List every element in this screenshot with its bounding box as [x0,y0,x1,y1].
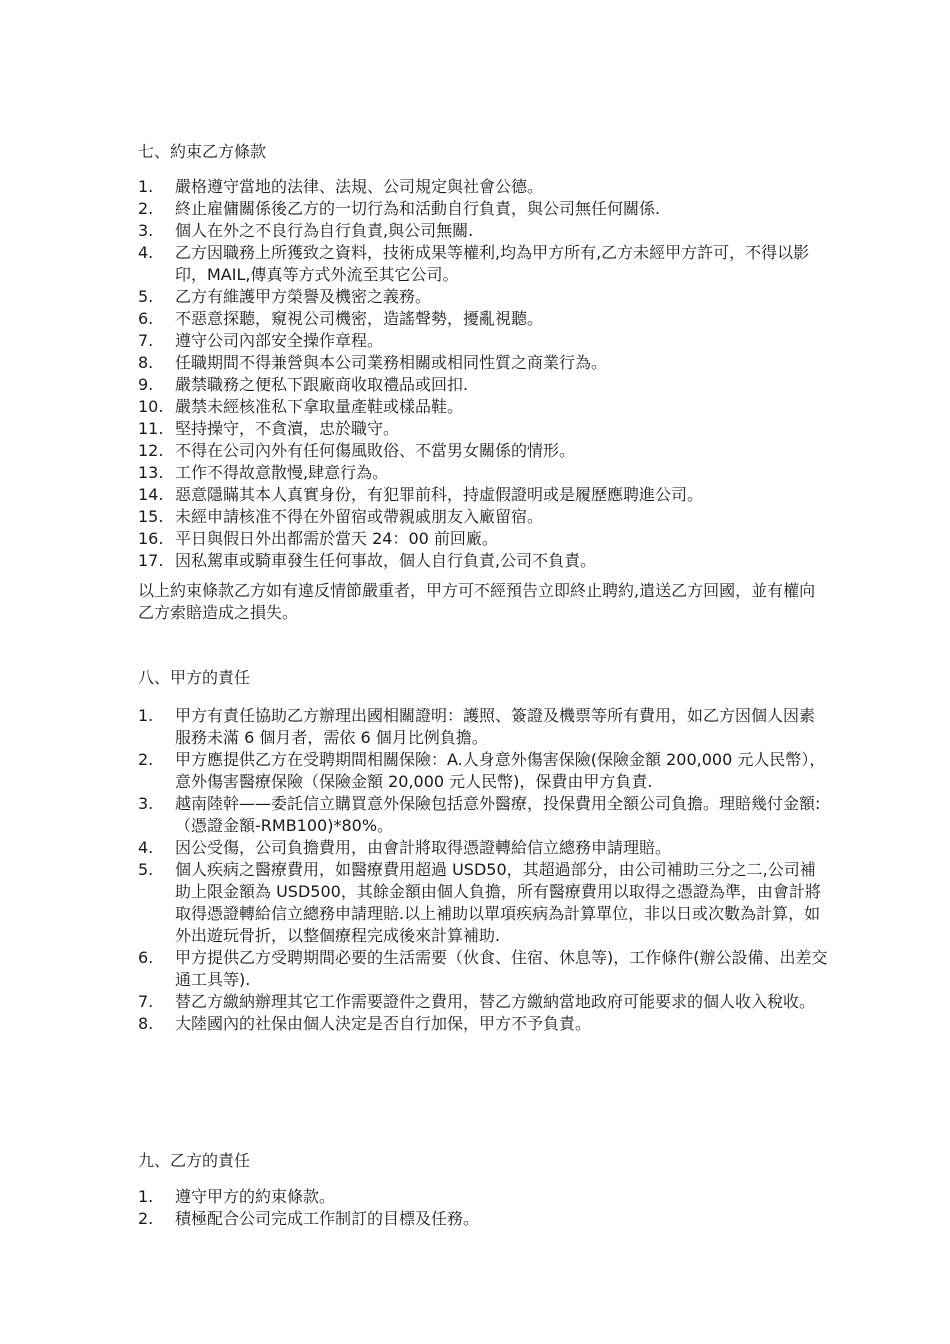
item-number: 12. [138,441,164,460]
item-number: 3. [138,221,154,240]
item-number: 1. [138,177,154,196]
item-text: 惡意隱瞞其本人真實身份，有犯罪前科，持虛假證明或是履歷應聘進公司。 [175,485,704,504]
list-item [138,506,828,528]
item-number: 11. [138,419,164,438]
item-text: 大陸國內的社保由個人決定是否自行加保，甲方不予負責。 [175,1014,592,1033]
list-item [138,859,828,947]
item-number: 1. [138,706,154,725]
list-item [138,991,828,1013]
item-number: 5. [138,287,154,306]
list-item [138,484,828,506]
list-item [138,308,828,330]
list-item [138,176,828,198]
section-8-list [138,705,828,1035]
list-item [138,198,828,220]
item-number: 2. [138,750,154,769]
list-item [138,528,828,550]
section-9-list [138,1186,828,1230]
item-number: 9. [138,375,154,394]
item-text: 甲方應提供乙方在受聘期間相關保險：A.人身意外傷害保險(保險金額 200,000 元人民幣），意外傷害醫療保險（保險金額 20,000 元人民幣)，保費由甲方負責. [175,750,826,791]
item-text: 未經申請核准不得在外留宿或帶親戚朋友入廠留宿。 [175,507,544,526]
item-number: 13. [138,463,164,482]
list-item [138,837,828,859]
item-text: 越南陸幹——委託信立購買意外保險包括意外醫療，投保費用全額公司負擔。理賠幾付金額:（憑證金額-RMB100)*80%。 [175,794,821,835]
item-number: 16. [138,529,164,548]
list-item [138,462,828,484]
item-text: 積極配合公司完成工作制訂的目標及任務。 [175,1209,480,1228]
list-item [138,1186,828,1208]
item-text: 嚴格遵守當地的法律、法規、公司規定與社會公德。 [175,177,544,196]
list-item [138,440,828,462]
list-item [138,793,828,837]
item-number: 6. [138,309,154,328]
section-9-heading: 九、乙方的責任 [138,1151,251,1170]
item-text: 個人疾病之醫療費用，如醫療費用超過 USD50，其超過部分，由公司補助三分之二,公司補助上限金額為 USD500，其餘金額由個人負擔，所有醫療費用以取得之憑證為準，由會計將取得憑證轉給信立總務申請理賠.以上補助以單項疾病為計算單位，非以日或次數為計算，如外出遊玩骨折，以整個療程完成後來計算補助. [175,860,821,945]
item-number: 8. [138,353,154,372]
item-text: 替乙方繳納辦理其它工作需要證件之費用，替乙方繳納當地政府可能要求的個人收入稅收。 [175,992,816,1011]
item-number: 5. [138,860,154,879]
item-number: 3. [138,794,154,813]
item-text: 任職期間不得兼營與本公司業務相關或相同性質之商業行為。 [175,353,608,372]
item-number: 8. [138,1014,154,1033]
item-number: 4. [138,243,154,262]
item-number: 10. [138,397,164,416]
section-7-list [138,176,828,572]
item-text: 個人在外之不良行為自行負責,與公司無關. [175,221,474,240]
section-7-closing-paragraph: 以上約束條款乙方如有違反情節嚴重者，甲方可不經預告立即終止聘約,遣送乙方回國，並有權向乙方索賠造成之損失。 [138,581,816,622]
item-number: 17. [138,551,164,570]
list-item [138,1013,828,1035]
item-text: 平日與假日外出都需於當天 24：00 前回廠。 [175,529,498,548]
item-text: 終止雇傭關係後乙方的一切行為和活動自行負責，與公司無任何關係. [175,199,661,218]
item-number: 7. [138,331,154,350]
item-number: 4. [138,838,154,857]
item-number: 15. [138,507,164,526]
list-item [138,550,828,572]
item-text: 不惡意探聽，窺視公司機密，造謠聲勢，擾亂視聽。 [175,309,544,328]
list-item [138,418,828,440]
list-item [138,396,828,418]
item-number: 1. [138,1187,154,1206]
list-item [138,947,828,991]
item-text: 甲方提供乙方受聘期間必要的生活需要（伙食、住宿、休息等)，工作條件(辦公設備、出差交通工具等). [175,948,828,989]
list-item [138,705,828,749]
list-item [138,220,828,242]
item-number: 6. [138,948,154,967]
item-number: 7. [138,992,154,1011]
list-item [138,330,828,352]
list-item [138,242,828,286]
section-8-heading: 八、甲方的責任 [138,668,251,687]
item-text: 工作不得故意散慢,肆意行為。 [175,463,389,482]
item-text: 不得在公司內外有任何傷風敗俗、不當男女關係的情形。 [175,441,576,460]
item-text: 遵守甲方的約束條款。 [175,1187,336,1206]
list-item [138,286,828,308]
item-text: 因公受傷，公司負擔費用，由會計將取得憑證轉給信立總務申請理賠。 [175,838,672,857]
item-text: 嚴禁未經核准私下拿取量產鞋或樣品鞋。 [175,397,464,416]
item-text: 遵守公司內部安全操作章程。 [175,331,384,350]
list-item [138,374,828,396]
item-text: 因私駕車或騎車發生任何事故，個人自行負責,公司不負責。 [175,551,597,570]
item-number: 14. [138,485,164,504]
item-number: 2. [138,199,154,218]
item-text: 嚴禁職務之便私下跟廠商收取禮品或回扣. [175,375,469,394]
list-item [138,1208,828,1230]
item-text: 乙方有維護甲方榮譽及機密之義務。 [175,287,432,306]
list-item [138,352,828,374]
section-7-heading: 七、約束乙方條款 [138,142,267,161]
item-number: 2. [138,1209,154,1228]
item-text: 乙方因職務上所獲致之資料，技術成果等權利,均為甲方所有,乙方未經甲方許可，不得以影印，MAIL,傳真等方式外流至其它公司。 [175,243,810,284]
item-text: 甲方有責任協助乙方辦理出國相關證明：護照、簽證及機票等所有費用，如乙方因個人因素服務未滿 6 個月者，需依 6 個月比例負擔。 [175,706,816,747]
list-item [138,749,828,793]
item-text: 堅持操守，不貪瀆，忠於職守。 [175,419,400,438]
